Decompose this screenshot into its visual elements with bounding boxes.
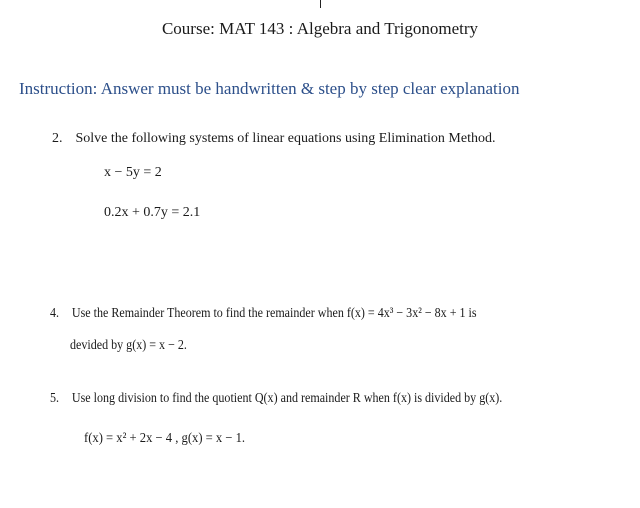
question-2 (52, 131, 495, 147)
top-tick-mark (320, 0, 321, 8)
course-title: Course: MAT 143 : Algebra and Trigonometry (161, 19, 479, 38)
question-5-expression: f(x) = x² + 2x − 4 , g(x) = x − 1. (84, 431, 246, 446)
equation-2: 0.2x + 0.7y = 2.1 (104, 205, 201, 220)
question-2-text: Solve the following systems of linear equations using Elimination Method. (75, 131, 496, 146)
question-4-continuation: devided by g(x) = x − 2. (70, 338, 187, 353)
question-4 (50, 306, 477, 322)
question-5 (50, 391, 502, 407)
question-5-number: 5. (50, 391, 60, 406)
instruction-text: Instruction: Answer must be handwritten & step by step clear explanation (19, 79, 520, 98)
equation-1: x − 5y = 2 (104, 165, 162, 180)
question-4-number: 4. (50, 306, 60, 321)
question-4-text: Use the Remainder Theorem to find the remainder when f(x) = 4x³ − 3x² − 8x + 1 is (71, 306, 477, 321)
question-2-number: 2. (52, 131, 63, 146)
question-5-text: Use long division to find the quotient Q(x) and remainder R when f(x) is divided by g(x). (71, 391, 503, 406)
